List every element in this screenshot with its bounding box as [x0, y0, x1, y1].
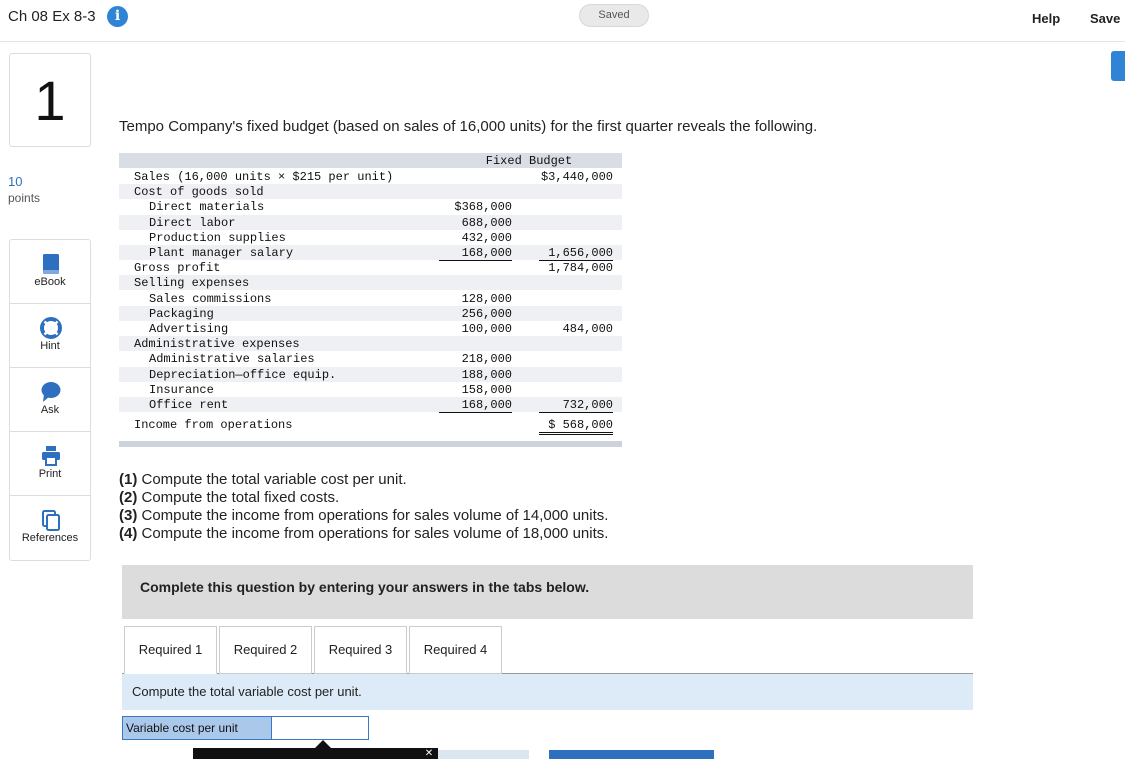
row-total: $ 568,000	[539, 418, 613, 435]
prompt-text: Compute the total variable cost per unit.	[132, 684, 362, 699]
banner-text: Complete this question by entering your answers in the tabs below.	[140, 579, 590, 595]
row-amount: 188,000	[461, 367, 512, 382]
printer-icon	[40, 445, 62, 467]
tab-required-3[interactable]: Required 3	[314, 626, 407, 674]
row-label: Office rent	[149, 398, 229, 412]
row-label: Packaging	[149, 306, 214, 321]
help-link[interactable]: Help	[1032, 11, 1061, 26]
question-number: 1	[9, 53, 91, 147]
variable-cost-input[interactable]	[271, 717, 368, 739]
row-total: 484,000	[539, 322, 613, 337]
table-row	[119, 382, 622, 397]
row-label: Advertising	[149, 322, 229, 336]
tab-required-1[interactable]: Required 1	[124, 626, 217, 674]
previous-tab-button[interactable]	[438, 750, 529, 759]
table-row	[119, 245, 622, 260]
table-row	[119, 367, 622, 382]
ask-button[interactable]	[10, 368, 90, 432]
tools-panel	[9, 239, 91, 561]
row-total: 732,000	[539, 398, 613, 413]
references-button[interactable]	[10, 496, 90, 560]
saved-status-badge: Saved	[579, 4, 649, 27]
table-row	[119, 417, 622, 432]
row-label: Direct labor	[149, 215, 236, 230]
row-label: Depreciation—office equip.	[149, 367, 337, 382]
row-amount: 688,000	[461, 215, 512, 230]
table-row	[119, 260, 622, 275]
row-amount: 100,000	[439, 322, 512, 337]
table-row	[119, 199, 622, 214]
row-label: Gross profit	[134, 261, 221, 276]
answer-row	[122, 716, 369, 740]
tab-required-2[interactable]: Required 2	[219, 626, 312, 674]
table-row	[119, 291, 622, 306]
requirement-item: (2) Compute the total fixed costs.	[119, 489, 340, 506]
table-row	[119, 321, 622, 336]
problem-intro: Tempo Company's fixed budget (based on sales of 16,000 units) for the first quarter reveals the following.	[119, 118, 818, 135]
table-row	[119, 336, 622, 351]
row-amount: 432,000	[461, 230, 512, 245]
row-label: Sales (16,000 units × $215 per unit)	[134, 170, 394, 184]
table-row	[119, 184, 622, 199]
row-amount: 256,000	[461, 306, 512, 321]
table-row	[119, 275, 622, 290]
table-row	[119, 230, 622, 245]
variable-cost-label: Variable cost per unit	[123, 717, 271, 739]
requirements-list	[119, 471, 608, 543]
table-row	[119, 351, 622, 366]
points-value: 10	[8, 174, 23, 189]
row-label: Cost of goods sold	[134, 185, 264, 200]
row-amount: 158,000	[461, 382, 512, 397]
tooltip-arrow	[315, 740, 331, 748]
row-label: Direct materials	[149, 200, 265, 215]
row-label: Administrative expenses	[134, 337, 300, 352]
instructions-banner	[122, 565, 973, 619]
print-button[interactable]	[10, 432, 90, 496]
next-tab-button[interactable]	[549, 750, 714, 759]
fixed-budget-table	[119, 153, 622, 447]
table-row	[119, 306, 622, 321]
row-amount: 128,000	[461, 291, 512, 306]
table-row	[119, 397, 622, 412]
row-total: 1,784,000	[548, 261, 613, 276]
row-total: $3,440,000	[540, 170, 613, 184]
requirement-item: (4) Compute the income from operations for sales volume of 18,000 units.	[119, 525, 609, 542]
tool-label: eBook	[34, 276, 66, 288]
row-label: Production supplies	[149, 230, 286, 245]
requirement-item: (3) Compute the income from operations for sales volume of 14,000 units.	[119, 507, 609, 524]
row-amount: $368,000	[454, 200, 512, 215]
tool-label: Hint	[40, 340, 60, 352]
save-link[interactable]: Save	[1090, 11, 1121, 26]
row-amount: 168,000	[439, 398, 512, 413]
row-label: Income from operations	[134, 418, 293, 433]
close-icon[interactable]: ✕	[424, 748, 434, 759]
input-tooltip	[193, 748, 438, 759]
points-label: points	[8, 191, 41, 205]
documents-icon	[40, 509, 62, 531]
tab-prompt	[122, 674, 973, 710]
assignment-title: Ch 08 Ex 8-3	[8, 8, 96, 25]
hint-button[interactable]	[10, 304, 90, 368]
column-header: Fixed Budget	[485, 154, 573, 168]
book-icon	[40, 253, 62, 275]
row-label: Administrative salaries	[149, 352, 315, 367]
info-icon[interactable]: i	[107, 6, 128, 27]
row-label: Insurance	[149, 382, 214, 397]
tool-label: Print	[38, 468, 62, 480]
lifebuoy-icon	[40, 317, 62, 339]
requirement-item: (1) Compute the total variable cost per unit.	[119, 471, 407, 488]
speech-bubble-icon	[40, 381, 62, 403]
row-label: Plant manager salary	[149, 246, 294, 260]
row-total: 1,656,000	[539, 246, 613, 261]
table-footer-bar	[119, 441, 622, 447]
tab-required-4[interactable]: Required 4	[409, 626, 502, 674]
row-amount: 168,000	[439, 246, 512, 261]
side-panel-toggle[interactable]	[1111, 51, 1125, 81]
top-bar	[0, 0, 1125, 42]
row-amount: 218,000	[461, 352, 512, 367]
row-label: Sales commissions	[149, 291, 272, 306]
row-label: Selling expenses	[134, 276, 250, 291]
table-row	[119, 215, 622, 230]
tool-label: References	[21, 532, 79, 544]
table-row	[119, 169, 622, 184]
tool-label: Ask	[40, 404, 60, 416]
ebook-button[interactable]	[10, 240, 90, 304]
